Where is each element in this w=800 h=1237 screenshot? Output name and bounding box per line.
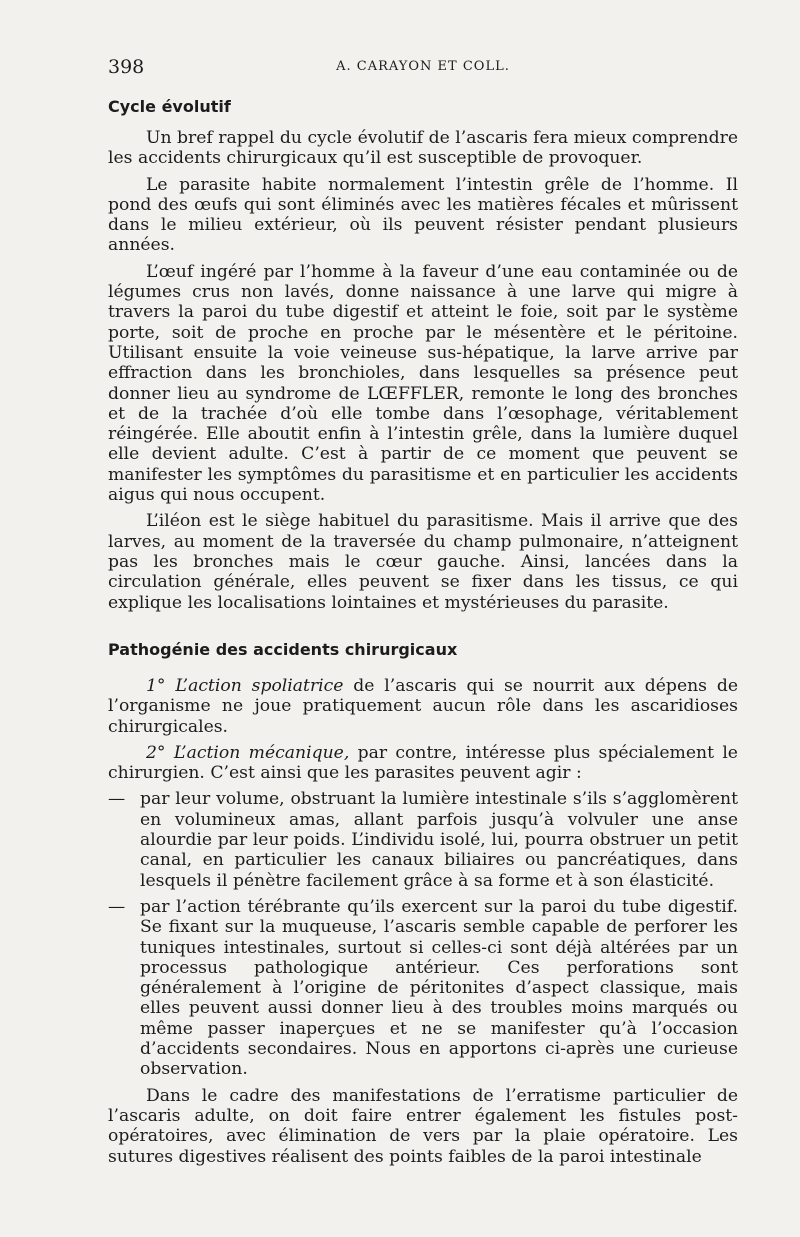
running-head xyxy=(108,50,738,80)
list-item xyxy=(108,897,738,1080)
paragraph xyxy=(108,676,738,737)
paragraph: Un bref rappel du cycle évolutif de l’ascaris fera mieux comprendre les accidents chirurgicaux qu’il est susceptible de provoquer. xyxy=(108,128,738,169)
list-item xyxy=(108,789,738,890)
paragraph: Le parasite habite normalement l’intestin grêle de l’homme. Il pond des œufs qui sont éliminés avec les matières fécales et mûrissent dans le milieu extérieur, où ils peuvent résister pendant plusieurs années. xyxy=(108,174,738,256)
section-heading-pathogenie: Pathogénie des accidents chirurgicaux xyxy=(108,640,458,659)
paragraph-text: de l’ascaris qui se nourrit aux dépens de l’organisme ne joue pratiquement aucun rôle dans les ascaridioses chirurgicales. xyxy=(108,676,739,737)
list-item-text: par leur volume, obstruant la lumière intestinale s’ils s’agglomèrent en volumineux amas, allant parfois jusqu’à volvuler une anse alourdie par leur poids. L’individu isolé, lui, pourra obstruer un petit canal, en particulier les canaux biliaires ou pancréatiques, dans lesquels il pénètre facilement grâce à sa forme et à son élasticité. xyxy=(140,789,738,891)
paragraph-text: par contre, intéresse plus spécialement le chirurgien. C’est ainsi que les parasites peuvent agir : xyxy=(108,742,738,784)
section-body-pathogenie xyxy=(108,676,738,1167)
paragraph: L’œuf ingéré par l’homme à la faveur d’une eau contaminée ou de légumes crus non lavés, donne naissance à une larve qui migre à travers la paroi du tube digestif et atteint le foie, soit par le système porte, soit de proche en proche par le mésentère et le péritoine. Utilisant ensuite la voie veineuse sus-hépatique, la larve arrive par effraction dans les bronchioles, dans lesquelles sa présence peut donner lieu au syndrome de LŒFFLER, remonte le long des bronches et de la trachée d’où elle tombe dans l’œsophage, véritablement réingérée. Elle aboutit enfin à l’intestin grêle, dans la lumière duquel elle devient adulte. C’est à partir de ce moment que peuvent se manifester les symptômes du parasitisme et en particulier les accidents aigus qui nous occupent. xyxy=(108,261,738,506)
list-item-text: par l’action térébrante qu’ils exercent sur la paroi du tube digestif. Se fixant sur la muqueuse, l’ascaris semble capable de perforer les tuniques intestinales, surtout si celles-ci sont déjà altérées par un processus pathologique antérieur. Ces perforations sont généralement à l’origine de péritonites d’aspect classique, mais elles peuvent aussi donner lieu à des troubles moins marqués ou même passer inaperçues et ne se manifester qu’à l’occasion d’accidents secondaires. Nous en apportons ci-après une curieuse observation. xyxy=(140,896,738,1080)
section-body-cycle xyxy=(108,128,738,613)
emphasis-action-mecanique: 2° L’action mécanique, xyxy=(146,742,350,763)
dash-bullet: — xyxy=(108,789,126,810)
emphasis-action-spoliatrice: 1° L’action spoliatrice xyxy=(146,676,344,696)
paragraph: L’iléon est le siège habituel du parasitisme. Mais il arrive que des larves, au moment de la traversée du champ pulmonaire, n’atteignent pas les bronches mais le cœur gauche. Ainsi, lancées dans la circulation générale, elles peuvent se fixer dans les tissus, ce qui explique les localisations lointaines et mystérieuses du parasite. xyxy=(108,511,738,613)
dash-bullet: — xyxy=(108,896,126,917)
running-title: A. CARAYON ET COLL. xyxy=(336,59,510,74)
paragraph: Dans le cadre des manifestations de l’erratisme particulier de l’ascaris adulte, on doit faire entrer également les fistules post-opératoires, avec élimination de vers par la plaie opératoire. Les sutures digestives réalisent des points faibles de la paroi intestinale xyxy=(108,1085,738,1167)
paragraph xyxy=(108,743,738,784)
page-number: 398 xyxy=(108,56,145,78)
section-heading-cycle: Cycle évolutif xyxy=(108,97,231,116)
